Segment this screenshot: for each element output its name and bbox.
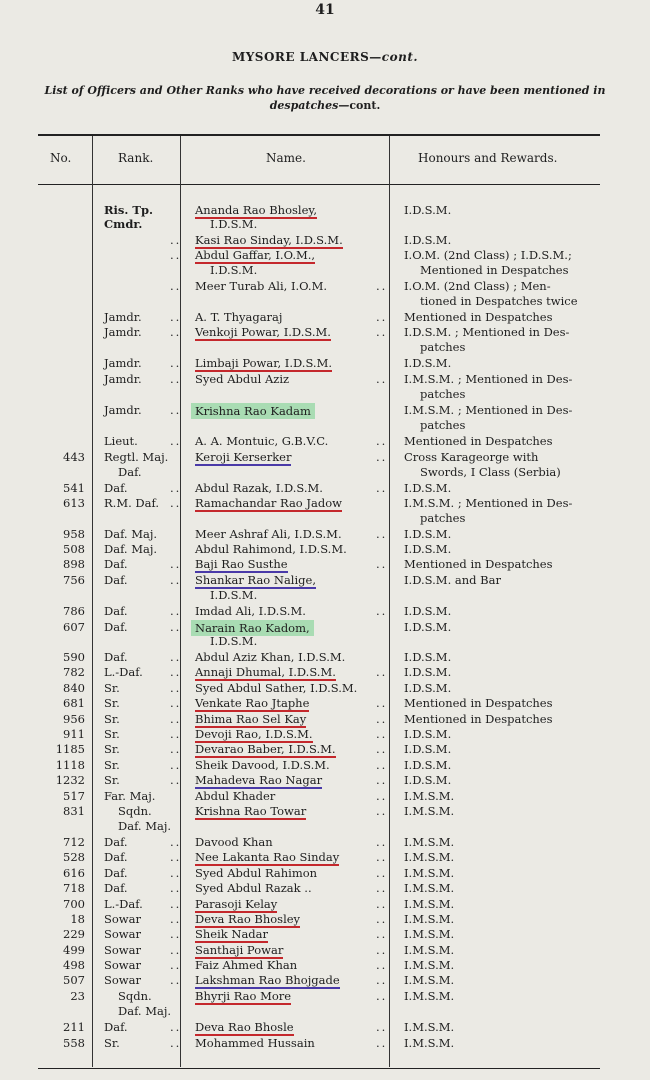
leader-dots: .. [170,233,182,247]
entry-honours: I.D.S.M. [404,742,452,756]
leader-dots: .. [170,742,182,756]
leader-dots: .. [376,897,388,911]
leader-dots: .. [376,481,388,495]
entry-name: Venkate Rao Jtaphe [195,696,310,710]
leader-dots: .. [170,496,182,510]
entry-honours-continued: patches [420,511,466,525]
column-header-name: Name. [266,151,306,165]
entry-number: 712 [63,835,85,849]
entry-rank: Daf. Maj. [118,819,172,833]
entry-name: Venkoji Powar, I.D.S.M. [195,325,331,339]
entry-name: Nee Lakanta Rao Sinday [195,850,340,864]
entry-rank: Daf. [104,604,128,618]
leader-dots: .. [170,403,182,417]
leader-dots: .. [376,927,388,941]
leader-dots: .. [376,943,388,957]
entry-name: Annaji Dhumal, I.D.S.M. [195,665,336,679]
leader-dots: .. [376,557,388,571]
entry-name: Syed Abdul Razak .. [195,881,312,895]
leader-dots: .. [170,681,182,695]
entry-honours: I.M.S.M. [404,927,455,941]
entry-honours: I.O.M. (2nd Class) ; I.D.S.M.; [404,248,572,262]
entry-honours: I.D.S.M. [404,356,452,370]
leader-dots: .. [376,881,388,895]
entry-name: Sheik Nadar [195,927,269,941]
entry-number: 613 [63,496,85,510]
entry-honours: Mentioned in Despatches [404,434,553,448]
leader-dots: .. [376,758,388,772]
entry-name: Kasi Rao Sinday, I.D.S.M. [195,233,343,247]
leader-dots: .. [170,1036,182,1050]
entry-rank: Sowar [104,927,141,941]
entry-number: 517 [63,789,85,803]
leader-dots: .. [170,881,182,895]
entry-honours: I.M.S.M. ; Mentioned in Des- [404,403,573,417]
entry-honours-continued: patches [420,418,466,432]
column-divider-name [389,136,390,1067]
entry-rank: Daf. Maj. [104,527,158,541]
entry-rank: Sqdn. [118,989,152,1003]
leader-dots: .. [376,450,388,464]
entry-honours: I.M.S.M. [404,866,455,880]
entry-honours: I.D.S.M. [404,620,452,634]
entry-rank: Jamdr. [104,372,142,386]
leader-dots: .. [376,804,388,818]
entry-rank: Daf. [104,557,128,571]
entry-name: Devoji Rao, I.D.S.M. [195,727,313,741]
column-header-no: No. [50,151,72,165]
entry-honours: I.M.S.M. [404,1020,455,1034]
entry-number: 528 [63,850,85,864]
entry-number: 18 [70,912,85,926]
leader-dots: .. [376,372,388,386]
entry-rank: L.-Daf. [104,665,143,679]
entry-rank: Lieut. [104,434,138,448]
table-header-rule [38,184,600,185]
leader-dots: .. [170,850,182,864]
entry-rank: Daf. [104,866,128,880]
entry-rank: Sr. [104,696,120,710]
entry-number: 616 [63,866,85,880]
entry-honours: I.D.S.M. [404,203,452,217]
leader-dots: .. [376,434,388,448]
entry-name: Santhaji Powar [195,943,284,957]
entry-honours: Cross Karageorge with [404,450,539,464]
entry-honours: I.D.S.M. [404,650,452,664]
entry-rank: Jamdr. [104,403,142,417]
entry-name: Mohammed Hussain [195,1036,315,1050]
entry-rank: Daf. [104,835,128,849]
entry-number: 558 [63,1036,85,1050]
entry-number: 831 [63,804,85,818]
leader-dots: .. [376,773,388,787]
entry-number: 700 [63,897,85,911]
table-top-rule [38,134,600,136]
entry-number: 911 [63,727,85,741]
entry-honours: I.D.S.M. [404,233,452,247]
entry-honours: I.M.S.M. [404,912,455,926]
entry-rank: Daf. [104,620,128,634]
entry-name: Sheik Davood, I.D.S.M. [195,758,330,772]
entry-name: Narain Rao Kadom, [191,620,314,636]
entry-rank: Cmdr. [104,217,143,231]
entry-name: Faiz Ahmed Khan [195,958,298,972]
leader-dots: .. [170,758,182,772]
entry-name-continued: I.D.S.M. [210,217,258,231]
entry-honours: I.D.S.M. [404,542,452,556]
leader-dots: .. [170,835,182,849]
entry-rank: Sr. [104,742,120,756]
entry-rank: Sr. [104,712,120,726]
entry-number: 498 [63,958,85,972]
leader-dots: .. [376,712,388,726]
entry-honours: I.M.S.M. [404,1036,455,1050]
leader-dots: .. [376,727,388,741]
entry-name: A. A. Montuic, G.B.V.C. [195,434,329,448]
leader-dots: .. [170,650,182,664]
entry-name: Bhima Rao Sel Kay [195,712,307,726]
entry-name: Krishna Rao Kadam [191,403,315,419]
column-divider-no [92,136,93,1067]
entry-honours: I.M.S.M. [404,881,455,895]
entry-rank: Sowar [104,912,141,926]
leader-dots: .. [376,789,388,803]
entry-rank: Sowar [104,973,141,987]
leader-dots: .. [170,248,182,262]
entry-honours: I.O.M. (2nd Class) ; Men- [404,279,551,293]
entry-honours: I.D.S.M. [404,727,452,741]
leader-dots: .. [170,481,182,495]
entry-number: 1185 [55,742,85,756]
leader-dots: .. [170,573,182,587]
entry-rank: Daf. [104,850,128,864]
entry-name: Abdul Gaffar, I.O.M., [195,248,316,262]
entry-rank: L.-Daf. [104,897,143,911]
entry-number: 756 [63,573,85,587]
entry-name: Meer Turab Ali, I.O.M. [195,279,327,293]
entry-name: Shankar Rao Nalige, [195,573,316,587]
leader-dots: .. [376,1020,388,1034]
leader-dots: .. [170,866,182,880]
leader-dots: .. [170,604,182,618]
leader-dots: .. [170,620,182,634]
leader-dots: .. [170,897,182,911]
entry-name: Limbaji Powar, I.D.S.M. [195,356,332,370]
entry-name: Ramachandar Rao Jadow [195,496,342,510]
entry-name: Devarao Baber, I.D.S.M. [195,742,336,756]
entry-name: Baji Rao Susthe [195,557,288,571]
entry-name: Krishna Rao Towar [195,804,307,818]
leader-dots: .. [376,742,388,756]
entry-rank: Daf. [104,573,128,587]
leader-dots: .. [170,773,182,787]
entry-honours: I.M.S.M. [404,958,455,972]
leader-dots: .. [170,927,182,941]
leader-dots: .. [170,372,182,386]
entry-name: Syed Abdul Aziz [195,372,290,386]
entry-number: 211 [63,1020,85,1034]
entry-name: Abdul Khader [195,789,276,803]
entry-number: 782 [63,665,85,679]
entry-number: 898 [63,557,85,571]
entry-rank: Jamdr. [104,310,142,324]
entry-rank: Far. Maj. [104,789,156,803]
leader-dots: .. [170,943,182,957]
entry-name: Abdul Aziz Khan, I.D.S.M. [195,650,346,664]
entry-number: 956 [63,712,85,726]
entry-number: 718 [63,881,85,895]
leader-dots: .. [376,310,388,324]
entry-rank: Daf. Maj. [118,1004,172,1018]
entry-honours: I.D.S.M. [404,773,452,787]
entry-honours: Mentioned in Despatches [404,557,553,571]
entry-honours: Mentioned in Despatches [404,310,553,324]
leader-dots: .. [376,958,388,972]
leader-dots: .. [170,325,182,339]
entry-name-continued: I.D.S.M. [210,634,258,648]
entry-name: Bhyrji Rao More [195,989,292,1003]
entry-number: 681 [63,696,85,710]
entry-rank: Sr. [104,758,120,772]
entry-rank: Daf. [104,1020,128,1034]
entry-honours: I.D.S.M. [404,527,452,541]
leader-dots: .. [376,989,388,1003]
entry-number: 840 [63,681,85,695]
leader-dots: .. [170,712,182,726]
entry-number: 229 [63,927,85,941]
entry-rank: Daf. [104,650,128,664]
leader-dots: .. [376,665,388,679]
entry-number: 1232 [55,773,85,787]
entry-rank: R.M. Daf. [104,496,159,510]
leader-dots: .. [376,912,388,926]
leader-dots: .. [170,1020,182,1034]
entry-name: Ananda Rao Bhosley, [195,203,317,217]
entry-number: 1118 [55,758,85,772]
entry-rank: Daf. [118,465,142,479]
entry-number: 23 [70,989,85,1003]
entry-rank: Sowar [104,958,141,972]
entry-honours: I.M.S.M. [404,973,455,987]
entry-name: Mahadeva Rao Nagar [195,773,323,787]
entry-honours: I.D.S.M. [404,681,452,695]
leader-dots: .. [170,279,182,293]
entry-name: Imdad Ali, I.D.S.M. [195,604,306,618]
entry-name: Abdul Rahimond, I.D.S.M. [195,542,347,556]
entry-number: 443 [63,450,85,464]
entry-honours: I.D.S.M. ; Mentioned in Des- [404,325,570,339]
entry-honours: I.D.S.M. [404,758,452,772]
entry-rank: Sqdn. [118,804,152,818]
entry-rank: Daf. [104,881,128,895]
entry-number: 508 [63,542,85,556]
entry-honours: I.M.S.M. [404,897,455,911]
entry-honours-continued: patches [420,387,466,401]
entry-number: 590 [63,650,85,664]
entry-honours-continued: Mentioned in Despatches [420,263,569,277]
entry-honours: I.D.S.M. and Bar [404,573,501,587]
entry-honours: Mentioned in Despatches [404,696,553,710]
leader-dots: .. [376,1036,388,1050]
entry-name: Keroji Kerserker [195,450,292,464]
entry-number: 786 [63,604,85,618]
entry-name: Deva Rao Bhosle [195,1020,294,1034]
entry-rank: Daf. [104,481,128,495]
entry-rank: Sr. [104,727,120,741]
entry-name: Syed Abdul Rahimon [195,866,318,880]
leader-dots: .. [376,835,388,849]
entry-honours: I.M.S.M. [404,989,455,1003]
entry-honours-continued: tioned in Despatches twice [420,294,578,308]
entry-honours-continued: Swords, I Class (Serbia) [420,465,561,479]
entry-honours: I.M.S.M. [404,789,455,803]
entry-number: 541 [63,481,85,495]
entry-honours: I.D.S.M. [404,604,452,618]
entry-rank: Daf. Maj. [104,542,158,556]
entry-honours: I.M.S.M. [404,850,455,864]
entry-name: A. T. Thyagaraj [195,310,283,324]
entry-name: Syed Abdul Sather, I.D.S.M. [195,681,358,695]
entry-number: 958 [63,527,85,541]
page-number: 41 [315,2,335,18]
leader-dots: .. [170,958,182,972]
entry-rank: Sr. [104,681,120,695]
entry-honours: I.M.S.M. ; Mentioned in Des- [404,496,573,510]
leader-dots: .. [170,696,182,710]
leader-dots: .. [376,604,388,618]
leader-dots: .. [376,696,388,710]
entry-name-continued: I.D.S.M. [210,263,258,277]
entry-rank: Sr. [104,773,120,787]
entry-name-continued: I.D.S.M. [210,588,258,602]
leader-dots: .. [170,557,182,571]
entry-honours: I.M.S.M. ; Mentioned in Des- [404,372,573,386]
entry-name: Meer Ashraf Ali, I.D.S.M. [195,527,342,541]
leader-dots: .. [376,527,388,541]
entry-rank: Jamdr. [104,356,142,370]
leader-dots: .. [170,356,182,370]
entry-honours: I.M.S.M. [404,835,455,849]
leader-dots: .. [170,310,182,324]
entry-honours: Mentioned in Despatches [404,712,553,726]
entry-rank: Ris. Tp. [104,203,154,217]
entry-number: 507 [63,973,85,987]
leader-dots: .. [170,665,182,679]
entry-name: Parasoji Kelay [195,897,278,911]
entry-name: Deva Rao Bhosley [195,912,301,926]
entry-number: 607 [63,620,85,634]
column-header-honours: Honours and Rewards. [418,151,558,165]
entry-rank: Jamdr. [104,325,142,339]
entry-rank: Regtl. Maj. [104,450,169,464]
leader-dots: .. [376,973,388,987]
entry-number: 499 [63,943,85,957]
entry-rank: Sr. [104,1036,120,1050]
leader-dots: .. [170,727,182,741]
leader-dots: .. [170,973,182,987]
leader-dots: .. [376,279,388,293]
page-heading: MYSORE LANCERS—cont. [231,50,419,64]
entry-name: Davood Khan [195,835,273,849]
entry-name: Abdul Razak, I.D.S.M. [195,481,323,495]
leader-dots: .. [376,850,388,864]
entry-rank: Sowar [104,943,141,957]
leader-dots: .. [376,866,388,880]
column-header-rank: Rank. [118,151,154,165]
entry-honours-continued: patches [420,340,466,354]
entry-honours: I.D.S.M. [404,481,452,495]
entry-honours: I.M.S.M. [404,943,455,957]
page-subheading: List of Officers and Other Ranks who have received decorations or have been mentioned in despatches—cont. [44,84,606,112]
entry-honours: I.M.S.M. [404,804,455,818]
table-bottom-rule [38,1068,600,1069]
entry-name: Lakshman Rao Bhojgade [195,973,340,987]
leader-dots: .. [376,325,388,339]
leader-dots: .. [170,434,182,448]
entry-honours: I.D.S.M. [404,665,452,679]
leader-dots: .. [170,912,182,926]
